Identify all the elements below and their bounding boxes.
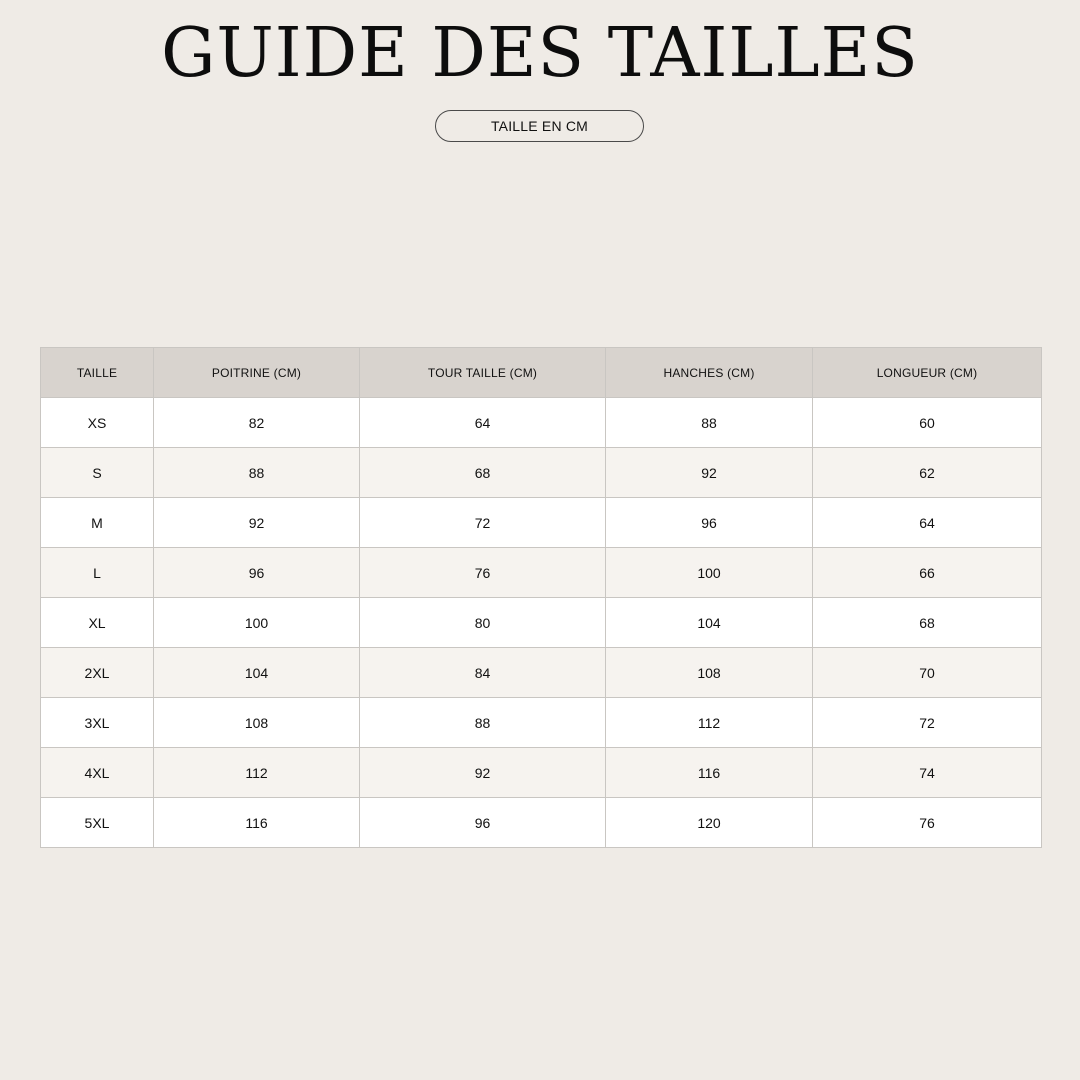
table-row xyxy=(41,448,1042,498)
table-cell: 92 xyxy=(154,498,360,548)
table-cell: 68 xyxy=(360,448,606,498)
table-cell: 82 xyxy=(154,398,360,448)
table-cell: 104 xyxy=(154,648,360,698)
column-header: HANCHES (CM) xyxy=(606,348,813,398)
table-cell: 112 xyxy=(606,698,813,748)
table-cell: 84 xyxy=(360,648,606,698)
table-cell: 100 xyxy=(154,598,360,648)
table-cell: 74 xyxy=(813,748,1042,798)
table-cell: 120 xyxy=(606,798,813,848)
table-row xyxy=(41,748,1042,798)
table-cell: L xyxy=(41,548,154,598)
column-header: TOUR TAILLE (CM) xyxy=(360,348,606,398)
table-cell: 112 xyxy=(154,748,360,798)
table-row xyxy=(41,398,1042,448)
table-cell: 72 xyxy=(360,498,606,548)
table-cell: 96 xyxy=(606,498,813,548)
size-table xyxy=(40,347,1042,848)
table-cell: 64 xyxy=(813,498,1042,548)
unit-badge xyxy=(435,110,644,142)
table-cell: XL xyxy=(41,598,154,648)
column-header: LONGUEUR (CM) xyxy=(813,348,1042,398)
table-cell: 92 xyxy=(360,748,606,798)
table-row xyxy=(41,698,1042,748)
table-cell: 2XL xyxy=(41,648,154,698)
table-cell: 60 xyxy=(813,398,1042,448)
table-cell: 70 xyxy=(813,648,1042,698)
table-row xyxy=(41,548,1042,598)
column-header: TAILLE xyxy=(41,348,154,398)
table-cell: 88 xyxy=(606,398,813,448)
table-cell: 96 xyxy=(360,798,606,848)
table-cell: 88 xyxy=(360,698,606,748)
table-row xyxy=(41,498,1042,548)
table-cell: 104 xyxy=(606,598,813,648)
table-cell: 3XL xyxy=(41,698,154,748)
table-row xyxy=(41,798,1042,848)
table-row xyxy=(41,648,1042,698)
table-cell: 76 xyxy=(813,798,1042,848)
table-cell: 92 xyxy=(606,448,813,498)
table-cell: 108 xyxy=(154,698,360,748)
table-cell: 64 xyxy=(360,398,606,448)
table-cell: 116 xyxy=(606,748,813,798)
table-cell: 76 xyxy=(360,548,606,598)
table-header-row xyxy=(41,348,1042,398)
table-cell: 100 xyxy=(606,548,813,598)
table-cell: 66 xyxy=(813,548,1042,598)
table-cell: M xyxy=(41,498,154,548)
table-cell: 62 xyxy=(813,448,1042,498)
table-cell: 116 xyxy=(154,798,360,848)
table-cell: XS xyxy=(41,398,154,448)
table-cell: 68 xyxy=(813,598,1042,648)
table-cell: S xyxy=(41,448,154,498)
unit-badge-label: TAILLE EN CM xyxy=(490,118,589,134)
table-cell: 72 xyxy=(813,698,1042,748)
table-cell: 88 xyxy=(154,448,360,498)
table-row xyxy=(41,598,1042,648)
table-cell: 108 xyxy=(606,648,813,698)
page-title: GUIDE DES TAILLES xyxy=(161,14,919,93)
table-cell: 4XL xyxy=(41,748,154,798)
column-header: POITRINE (CM) xyxy=(154,348,360,398)
table-cell: 80 xyxy=(360,598,606,648)
table-cell: 96 xyxy=(154,548,360,598)
table-cell: 5XL xyxy=(41,798,154,848)
